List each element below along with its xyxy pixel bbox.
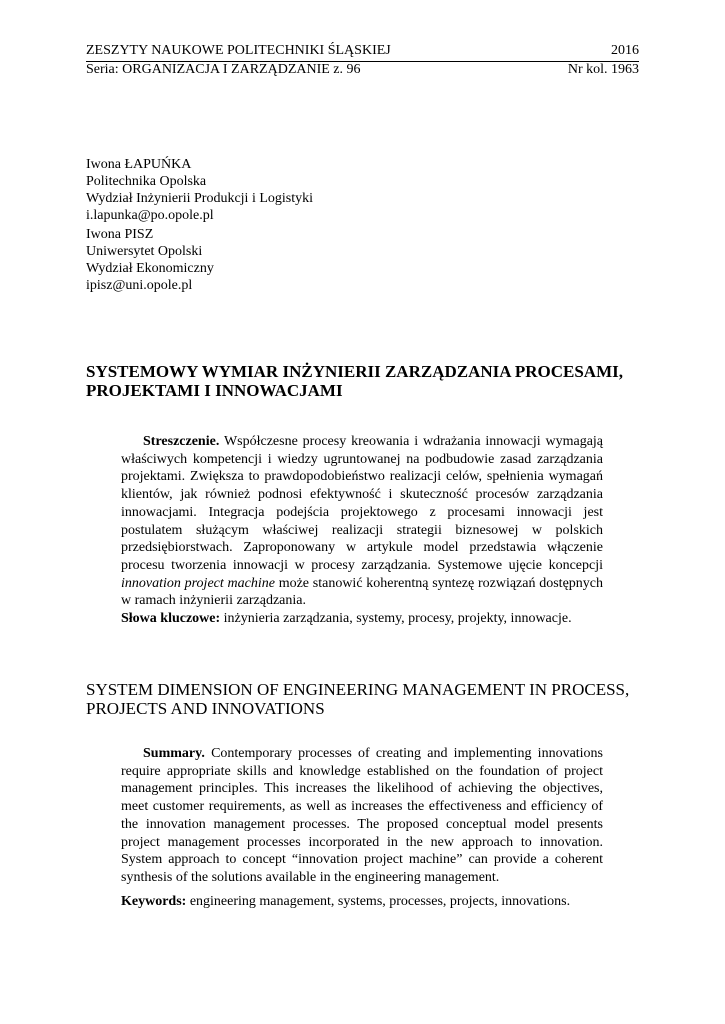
abstract-text-end: może stanowić koherentną syntezę rozwiązań dostępnych w ramach inżynierii zarządzania. bbox=[121, 575, 603, 609]
running-header-top bbox=[86, 43, 639, 59]
author-2 bbox=[86, 226, 313, 294]
summary-label: Summary. bbox=[143, 746, 205, 761]
author-affiliation: Politechnika Opolska bbox=[86, 174, 207, 189]
abstract-text: Współczesne procesy kreowania i wdrażania innowacji wymagają właściwych kompetencji i wiedzy ugruntowanej na podbudowie zasad zarządzania projektami. Zwiększa to prawdopodobieństwo realizacji celów, spełnienia wymagań klientów, jak również podnosi efektywność i skuteczność procesów zarządzania innowacjami. Integracja podejścia projektowego z procesami innowacji jest postulatem służącym właściwej realizacji strategii biznesowej w polskich przedsiębiorstwach. Zaproponowany w artykule model przedstawia włączenie procesu tworzenia innowacji w procesy zarządzania. Systemowe ujęcie koncepcji bbox=[121, 434, 604, 573]
series-info: Seria: ORGANIZACJA I ZARZĄDZANIE z. 96 bbox=[86, 62, 361, 77]
author-block bbox=[86, 156, 313, 294]
abstract-english bbox=[121, 745, 603, 887]
running-header-bottom bbox=[86, 62, 639, 78]
summary-text: Contemporary processes of creating and implementing innovations require appropriate skills and knowledge established on the foundation of project management principles. This increases the likelihood of achieving the objectives, meet customer requirements, as well as increases the effectiveness and efficiency of the innovation management processes. The proposed conceptual model presents project management processes incorporated in the new approach to innovation. System approach to concept “innovation project machine” can provide a coherent synthesis of the solutions available in the engineering management. bbox=[121, 746, 604, 885]
keywords-label: Keywords: bbox=[121, 894, 187, 909]
keywords-polish bbox=[121, 610, 621, 627]
author-department: Wydział Ekonomiczny bbox=[86, 261, 214, 276]
issue-number: Nr kol. 1963 bbox=[567, 62, 639, 77]
author-name: Iwona ŁAPUŃKA bbox=[86, 157, 192, 172]
author-1 bbox=[86, 156, 313, 224]
keywords-english bbox=[121, 893, 621, 910]
author-name: Iwona PISZ bbox=[86, 227, 154, 242]
paper-title-polish: SYSTEMOWY WYMIAR INŻYNIERII ZARZĄDZANIA PROCESAMI, PROJEKTAMI I INNOWACJAMI bbox=[86, 362, 623, 400]
paper-title-english: SYSTEM DIMENSION OF ENGINEERING MANAGEMENT IN PROCESS, PROJECTS AND INNOVATIONS bbox=[86, 680, 630, 718]
keywords-text: inżynieria zarządzania, systemy, procesy, projekty, innowacje. bbox=[223, 611, 572, 626]
author-affiliation: Uniwersytet Opolski bbox=[86, 244, 203, 259]
publication-year: 2016 bbox=[611, 43, 639, 58]
journal-name: ZESZYTY NAUKOWE POLITECHNIKI ŚLĄSKIEJ bbox=[86, 43, 391, 58]
author-email: i.lapunka@po.opole.pl bbox=[86, 208, 214, 223]
keywords-text: engineering management, systems, processes, projects, innovations. bbox=[189, 894, 571, 909]
abstract-polish bbox=[121, 433, 603, 610]
abstract-label: Streszczenie. bbox=[143, 434, 220, 449]
abstract-italic-term: innovation project machine bbox=[121, 575, 275, 591]
author-department: Wydział Inżynierii Produkcji i Logistyki bbox=[86, 191, 314, 206]
keywords-label: Słowa kluczowe: bbox=[121, 611, 221, 626]
author-email: ipisz@uni.opole.pl bbox=[86, 278, 193, 293]
